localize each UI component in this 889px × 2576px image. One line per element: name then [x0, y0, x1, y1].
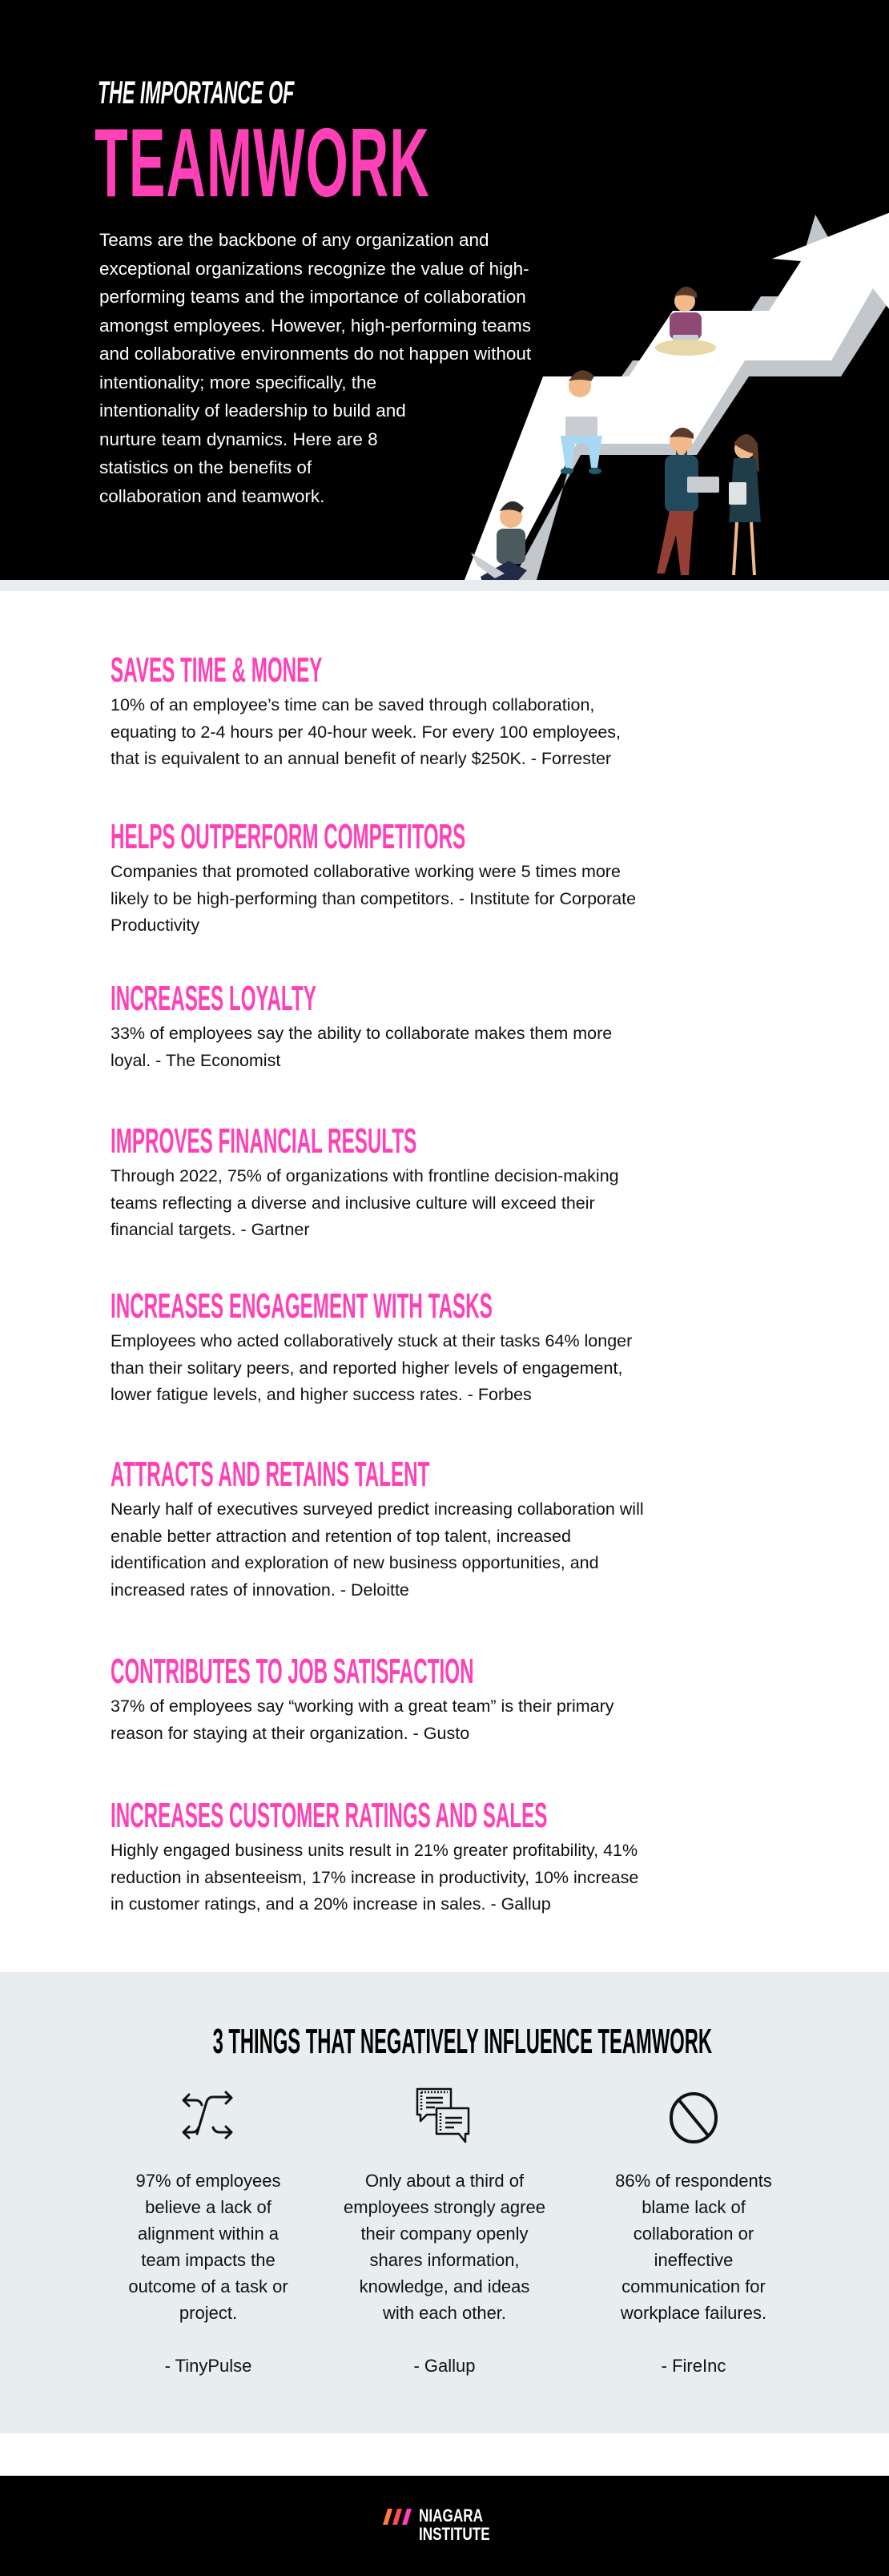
stat-line: than their solitary peers, and reported higher levels of engagement,	[111, 1358, 623, 1378]
negative-factors-title: 3 THINGS THAT NEGATIVELY INFLUENCE TEAMWORK	[212, 2022, 713, 2061]
stat-title: ATTRACTS AND RETAINS TALENT	[111, 1455, 430, 1494]
hero-kicker: THE IMPORTANCE OF	[98, 75, 295, 111]
negative-line: knowledge, and ideas	[359, 2276, 530, 2296]
stat-line: 10% of an employee’s time can be saved through collaboration,	[111, 695, 595, 714]
intro-line: and collaborative environments do not happen without	[99, 344, 532, 364]
stat-title: INCREASES LOYALTY	[111, 979, 316, 1018]
negative-line: shares information,	[369, 2250, 520, 2270]
stat-line: Companies that promoted collaborative working were 5 times more	[111, 862, 621, 881]
intro-line: collaboration and teamwork.	[99, 485, 325, 506]
negative-line: believe a lack of	[145, 2197, 272, 2217]
negative-line: employees strongly agree	[344, 2197, 545, 2217]
stat-line: Nearly half of executives surveyed predict increasing collaboration will	[111, 1499, 644, 1519]
stat-line: Highly engaged business units result in 21% greater profitability, 41%	[111, 1841, 638, 1860]
stat-line: financial targets. - Gartner	[111, 1220, 310, 1239]
stat-line: in customer ratings, and a 20% increase in sales. - Gallup	[111, 1894, 551, 1914]
logo-wordmark	[419, 2506, 490, 2543]
negative-line: alignment within a	[137, 2224, 280, 2244]
stat-item-engagement	[111, 1288, 799, 1409]
negative-line: blame lack of	[642, 2197, 746, 2217]
stat-body	[111, 1020, 799, 1074]
stat-line: lower fatigue levels, and higher success rates. - Forbes	[111, 1385, 532, 1404]
negative-line: workplace failures.	[620, 2303, 767, 2323]
negative-item-information-sharing	[324, 2084, 565, 2379]
negative-item-alignment	[88, 2084, 328, 2379]
negative-item-source: - Gallup	[413, 2356, 476, 2376]
stat-line: increased rates of innovation. - Deloitte	[111, 1580, 409, 1600]
intro-line: nurture team dynamics. Here are 8	[99, 429, 378, 449]
stat-body	[111, 1837, 799, 1918]
negative-factors-section	[0, 1972, 889, 2433]
stat-line: likely to be high-performing than competitors. - Institute for Corporate	[111, 888, 637, 908]
negative-item-text	[88, 2167, 328, 2326]
stat-line: identification and exploration of new business opportunities, and	[111, 1553, 599, 1572]
stat-title: HELPS OUTPERFORM COMPETITORS	[111, 817, 466, 856]
stat-title: CONTRIBUTES TO JOB SATISFACTION	[111, 1652, 474, 1691]
intro-line: Teams are the backbone of any organization and	[99, 230, 489, 250]
logo-line-2: INSTITUTE	[419, 2524, 490, 2544]
team-growth-illustration	[432, 200, 889, 580]
stat-item-job-satisfaction	[111, 1653, 799, 1747]
intro-line: performing teams and the importance of collaboration	[99, 287, 526, 307]
negative-line: project.	[179, 2303, 238, 2323]
intro-line: intentionality; more specifically, the	[99, 372, 376, 392]
stat-line: Productivity	[111, 916, 200, 935]
logo-stripes-icon	[383, 2509, 415, 2525]
stat-line: 37% of employees say “working with a great team” is their primary	[111, 1697, 614, 1716]
stat-line: Employees who acted collaboratively stuck at their tasks 64% longer	[111, 1331, 633, 1350]
niagara-institute-logo[interactable]	[383, 2506, 527, 2546]
stat-title: INCREASES ENGAGEMENT WITH TASKS	[111, 1286, 493, 1326]
hero-ground-band	[0, 580, 889, 591]
chat-bubbles-icon	[412, 2084, 477, 2148]
stat-body	[111, 1163, 799, 1244]
negative-line: 86% of respondents	[615, 2171, 772, 2191]
stat-title: INCREASES CUSTOMER RATINGS AND SALES	[111, 1796, 548, 1835]
negative-line: with each other.	[382, 2303, 507, 2323]
stat-item-outperform	[111, 819, 799, 940]
stat-title: IMPROVES FINANCIAL RESULTS	[111, 1121, 417, 1161]
negative-line: team impacts the	[141, 2250, 276, 2270]
intro-line: exceptional organizations recognize the value of high-	[99, 258, 529, 279]
stat-line: Through 2022, 75% of organizations with frontline decision-making	[111, 1166, 619, 1185]
negative-line: ineffective	[654, 2250, 734, 2270]
hero-title: TEAMWORK	[95, 108, 430, 217]
stat-item-loyalty	[111, 980, 799, 1074]
stat-line: equating to 2-4 hours per 40-hour week. For every 100 employees,	[111, 722, 621, 742]
negative-item-text	[324, 2167, 565, 2326]
stat-body	[111, 1496, 799, 1604]
stat-line: reduction in absenteeism, 17% increase in productivity, 10% increase	[111, 1867, 639, 1887]
stat-line: reason for staying at their organization. - Gusto	[111, 1723, 470, 1743]
negative-line: collaboration or	[633, 2224, 754, 2244]
stat-body	[111, 1693, 799, 1747]
stat-line: that is equivalent to an annual benefit of nearly $250K. - Forrester	[111, 749, 612, 768]
stat-item-talent	[111, 1456, 799, 1604]
negative-item-communication	[573, 2084, 814, 2379]
negative-item-text	[573, 2167, 814, 2326]
stat-line: loyal. - The Economist	[111, 1050, 281, 1070]
intro-line: statistics on the benefits of	[99, 457, 312, 477]
hero-section	[0, 0, 889, 580]
stat-title: SAVES TIME & MONEY	[111, 650, 323, 690]
negative-item-source: - TinyPulse	[164, 2356, 252, 2376]
logo-line-1: NIAGARA	[419, 2506, 484, 2526]
person-standing-woman-icon	[729, 434, 761, 575]
negative-line: outcome of a task or	[128, 2276, 288, 2296]
negative-line: Only about a third of	[364, 2171, 525, 2191]
prohibited-icon	[662, 2084, 726, 2148]
footer	[0, 2475, 889, 2576]
stat-item-customer-ratings	[111, 1797, 799, 1918]
stat-line: enable better attraction and retention of top talent, increased	[111, 1526, 571, 1546]
negative-factors-heading	[0, 2023, 889, 2060]
negative-line: 97% of employees	[135, 2171, 281, 2191]
stat-line: teams reflecting a diverse and inclusive culture will exceed their	[111, 1193, 595, 1213]
stat-body	[111, 692, 799, 773]
stat-item-saves-time	[111, 652, 799, 773]
negative-item-source: - FireInc	[661, 2356, 726, 2376]
intro-line: intentionality of leadership to build and	[99, 400, 406, 421]
stat-item-financial	[111, 1123, 799, 1244]
negative-line: their company openly	[360, 2224, 529, 2244]
intro-line: amongst employees. However, high-performing teams	[99, 315, 532, 336]
stat-body	[111, 1328, 799, 1409]
shuffle-arrows-icon	[176, 2084, 240, 2148]
stat-body	[111, 859, 799, 940]
negative-line: communication for	[621, 2276, 766, 2296]
stat-line: 33% of employees say the ability to collaborate makes them more	[111, 1024, 613, 1043]
